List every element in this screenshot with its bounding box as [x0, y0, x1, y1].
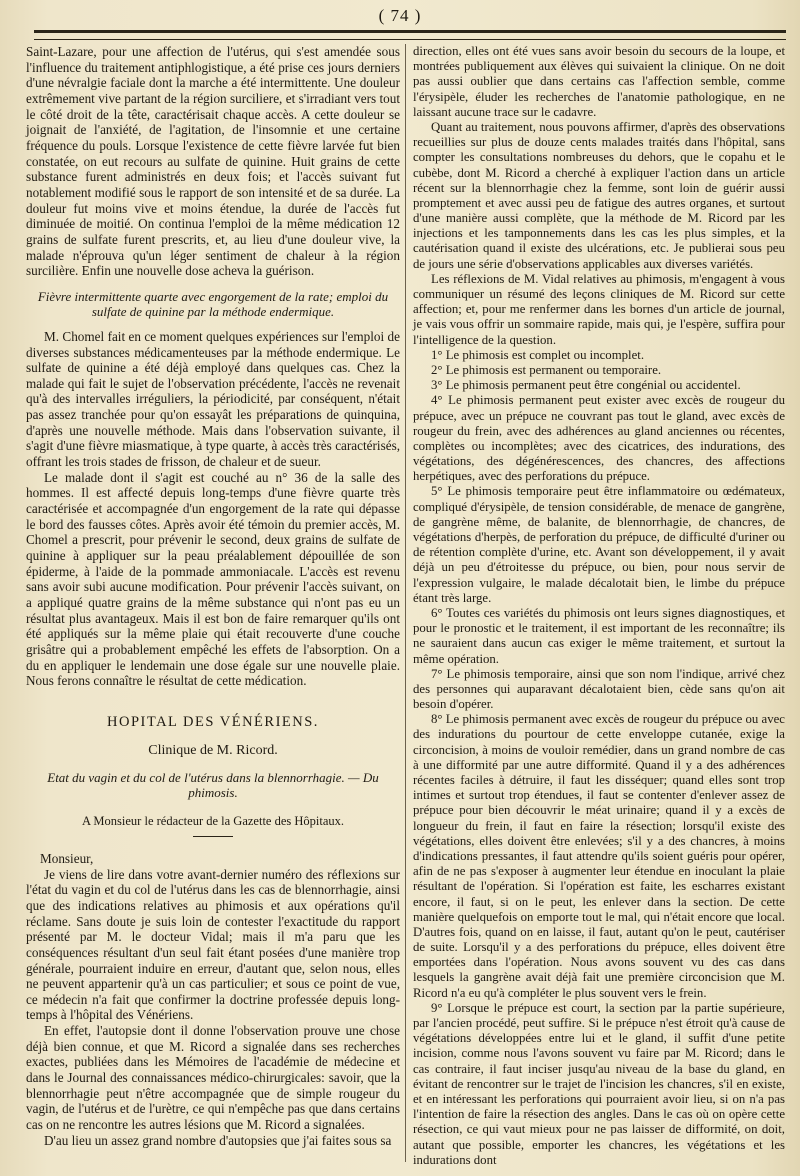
left-column: [26, 44, 400, 1148]
list-item-2: 2° Le phimosis est permanent ou temporaire.: [431, 362, 662, 377]
paragraph-traitement: Quant au traitement, nous pouvons affirmer, d'après des observations recueillies sur plus de douze cents malades traités dans l'hôpital, sans compter les consultations nombreuses du dehors, que le copahu et le cubèbe, dont M. Ricord a cherché à expliquer l'action dans un article récent sur la blennorrhagie chez la femme, sont loin de guérir aussi promptement et avec aussi peu de fatigue des autres organes, et surtout d'une manière aussi complète, que la méthode de M. Ricord par les injections et les tamponnements dans les cas les plus simples, et la cautérisation quand il existe des ulcérations, etc. Je publierai sous peu de jours une série d'observations applicables aux diverses variétés.: [413, 119, 785, 271]
page-number: ( 74 ): [378, 6, 422, 25]
letter-paragraph-1: Je viens de lire dans votre avant-dernier numéro des réflexions sur l'état du vagin et du col de l'utérus dans les cas de blennorrhagie, ainsi que des indications relatives au phimosis et aux opérations qu'il réclame. Sans doute je suis loin de contester l'exactitude du rapport présenté par M. le docteur Vidal; mais il m'a paru que les conséquences résultant d'un seul fait étant posées d'une manière trop générale, pourraient induire en erreur, d'autant que, selon nous, elles ne peuvent appartenir qu'à un cas particulier; et sous ce point de vue, ce médecin n'a fait que confirmer la doctrine professée depuis long-temps à l'hôpital des Vénériens.: [26, 866, 400, 1023]
paragraph-direction: direction, elles ont été vues sans avoir besoin du secours de la loupe, et montrées publiquement aux élèves qui suivaient la clinique. On ne doit pas aussi oublier que dans certains cas l'affection semble, comme l'érysipèle, éluder les recherches de l'anatomie pathologique, en ne laissant aucune trace sur le cadavre.: [413, 44, 785, 119]
letter-paragraph-3: D'au lieu un assez grand nombre d'autopsies que j'ai faites sous sa: [44, 1132, 392, 1148]
list-item-4: 4° Le phimosis permanent peut exister avec excès de rougeur du prépuce, avec un prépuce ne couvrant pas tout le gland, avec excès de rougeur du frein, avec des adhérences au gland anciennes ou récentes, complètes ou incomplètes; avec des cicatrices, des indurations, des végétations, des dégénérescences, des chancres, des affections herpétiques, avec des perforations du prépuce.: [413, 393, 785, 484]
section-heading-fievre: Fièvre intermittente quarte avec engorgement de la rate; emploi du sulfate de quinine par la méthode endermique.: [37, 288, 389, 319]
header-rule: [34, 30, 786, 40]
list-item-8: 8° Le phimosis permanent avec excès de rougeur du prépuce ou avec des indurations du pourtour de cette enveloppe cutanée, exige la circoncision, à moins de vouloir remédier, dans un grand nombre de cas à une difformité par une autre difformité. Quand il y a des adhérences récentes faciles à détruire, il faut les disséquer; quand elles sont trop intimes et surtout trop étendues, il faut se contenter d'enlever assez de prépuce pour bien découvrir le méat urinaire; quand il y a excès de longueur du frein, il faut en faire la résection; lorsqu'il existe des végétations, elles doivent être enlevées; s'il y a des chancres, à moins d'indications pressantes, il faut attendre qu'ils soient guéris pour opérer, afin de ne pas s'exposer à augmenter leur étendue en inoculant la plaie résultant de l'opération. Si l'opération est faite, les escharres existant encore, il faut, si on le peut, les enlever dans la section. De cette manière quelquefois on emporte tout le mal, qui n'était encore que local. D'autres fois, quand on en laisse, il faut, autant qu'on le peut, cautériser de suite. Lorsqu'il y a des perforations du prépuce, elles doivent être emportées dans l'opération. Nous avons souvent vu des cas dans lesquels la gangrène avait déjà fait une première circoncision que M. Ricord n'a eu qu'à compléter le plus souvent vers le frein.: [413, 712, 785, 1000]
column-divider: [405, 44, 406, 1162]
article-title: Etat du vagin et du col de l'utérus dans la blennorrhagie. — Du phimosis.: [47, 770, 379, 801]
hospital-heading: HOPITAL DES VÉNÉRIENS.: [107, 713, 319, 730]
list-item-1: 1° Le phimosis est complet ou incomplet.: [431, 347, 645, 362]
salutation: Monsieur,: [40, 850, 94, 866]
intro-paragraph: Saint-Lazare, pour une affection de l'utérus, qui s'est amendée sous l'influence du traitement antiphlogistique, a été prise ces jours derniers d'une névralgie faciale dont la marche a été intermittente. Une douleur extrêmement vive partant de la région surciliere, et s'irradiant vers tout le côté droit de la tête, caractérisait chaque accès. A cette douleur se joignait de l'anxiété, de l'agitation, de l'insomnie et une certaine fréquence du pouls. Lorsque l'existence de cette fièvre larvée fut bien constatée, on eut recours au sulfate de quinine. Huit grains de cette substance furent administrés en deux fois; et l'accès suivant fut notablement modifié sous le rapport de son intensité et de sa durée. La douleur fut moins vive et moins étendue, la durée de l'accès fut diminuée de moitié. On continua l'emploi de la même médication 12 grains de sulfate furent prescrits, et, au lieu d'une douleur vive, la malade n'éprouva qu'un léger sentiment de chaleur à la région surcilière. Enfin une nouvelle dose acheva la guérison.: [26, 44, 400, 279]
list-item-7: 7° Le phimosis temporaire, ainsi que son nom l'indique, arrivé chez des personnes qui auparavant décalotaient bien, cède sans qu'on ait besoin d'opérer.: [413, 666, 785, 712]
list-item-9: 9° Lorsque le prépuce est court, la section par la partie supérieure, par l'ancien procédé, peut suffire. Si le prépuce n'est étroit qu'à cause de végétations développées entre lui et le gland, il suffit d'une petite incision, comme nous l'avons souvent vu faire par M. Ricord; dans le cas contraire, il faut inciser jusqu'au niveau de la base du gland, en évitant de rencontrer sur le trajet de l'incision les chancres, s'il en existe, et en intéressant les perforations qui pourraient avoir lieu, si on n'a pas l'intention de faire la résection des angles. Dans le cas où on opère cette résection, ce qui vaut mieux pour ne pas laisser de difformité, on doit, autant que possible, emporter les chancres, les végétations et les indurations dont: [413, 1000, 785, 1167]
list-item-3: 3° Le phimosis permanent peut être congénial ou accidentel.: [431, 378, 741, 393]
paragraph-malade: Le malade dont il s'agit est couché au n° 36 de la salle des hommes. Il est affecté depuis long-temps d'une fièvre quarte très caractérisée et accompagnée d'un engorgement de la rate qui dépasse le bord des fausses côtes. Après avoir été témoin du premier accès, M. Chomel a prescrit, pour prévenir le second, deux grains de sulfate de quinine à appliquer sur la peau préalablement dépouillée de son épiderme, à l'aide de la pommade ammoniacale. L'accès est revenu sans avoir subi aucune modification. Pour prévenir l'accès suivant, on a appliqué quatre grains de la même substance qui n'ont pas eu un résultat plus avantageux. Mais il est bon de faire remarquer qu'ils ont été appliqués sur la même plaie qui était recouverte d'une couche grisâtre qui a probablement empêché les effets de l'absorption. On a du en appliquer le lendemain une dose égale sur une nouvelle plaie. Nous ferons connaître le résultat de cette médication.: [26, 469, 400, 689]
letter-paragraph-2: En effet, l'autopsie dont il donne l'observation prouve une chose déjà bien connue, et que M. Ricord a signalée dans ses recherches exactes, publiées dans les Mémoires de l'académie de médecine et dans le Journal des connaissances médico-chirurgicales: savoir, que la blennorrhagie peut n'être accompagnée que de simple rougeur du vagin, de l'utérus et de l'urètre, ce qui n'empêche pas que dans certains cas on ne rencontre les autres lésions que M. Ricord a signalées.: [26, 1023, 400, 1133]
paragraph-reflexions: Les réflexions de M. Vidal relatives au phimosis, m'engagent à vous communiquer un résumé des leçons cliniques de M. Ricord sur cette affection; et, pour me renfermer dans les bornes d'un article de journal, je vais vous offrir un sommaire rapide, mais qui, je l'espère, suffira pour l'intelligence de la question.: [413, 271, 785, 347]
list-item-6: 6° Toutes ces variétés du phimosis ont leurs signes diagnostiques, et pour le pronostic et le traitement, il est important de les reconnaître; ils ne sauraient dans aucun cas exiger le même traitement, et surtout la même opération.: [413, 605, 785, 666]
clinic-heading: Clinique de M. Ricord.: [148, 742, 278, 758]
list-item-5: 5° Le phimosis temporaire peut être inflammatoire ou œdémateux, compliqué d'érysipèle, de tension considérable, de menace de gangrène, de gangrène même, de balanite, de blennorrhagie, de chancres, de végétations d'herpès, de perforation du prépuce, de difficulté d'uriner ou de rétention complète d'urine, etc. Avant son développement, il y avait déjà un peu d'étroitesse du prépuce, ou bien, pour nous servir de l'expression vulgaire, le malade décalotait bien, le limbe du prépuce étant très large.: [413, 484, 785, 605]
paragraph-chomel: M. Chomel fait en ce moment quelques expériences sur l'emploi de diverses substances médicamenteuses par la méthode endermique. Le sulfate de quinine a été déjà employé dans quelques cas. Chez la malade qui fait le sujet de l'observation précédente, l'accès ne revenait qu'à des intervalles irréguliers, la périodicité, par conséquent, n'était pas assez tranchée pour qu'on essayât les préparations de quinquina, d'après une nouvelle méthode. Mais dans l'observation suivante, il s'agit d'une fièvre miasmatique, à type quarte, à accès très caractérisés, offrant les trois stades de frisson, de chaleur et de sueur.: [26, 328, 400, 470]
right-column: [413, 44, 785, 1168]
small-rule: [193, 836, 233, 837]
addressee-line: A Monsieur le rédacteur de la Gazette des Hôpitaux.: [81, 814, 345, 829]
